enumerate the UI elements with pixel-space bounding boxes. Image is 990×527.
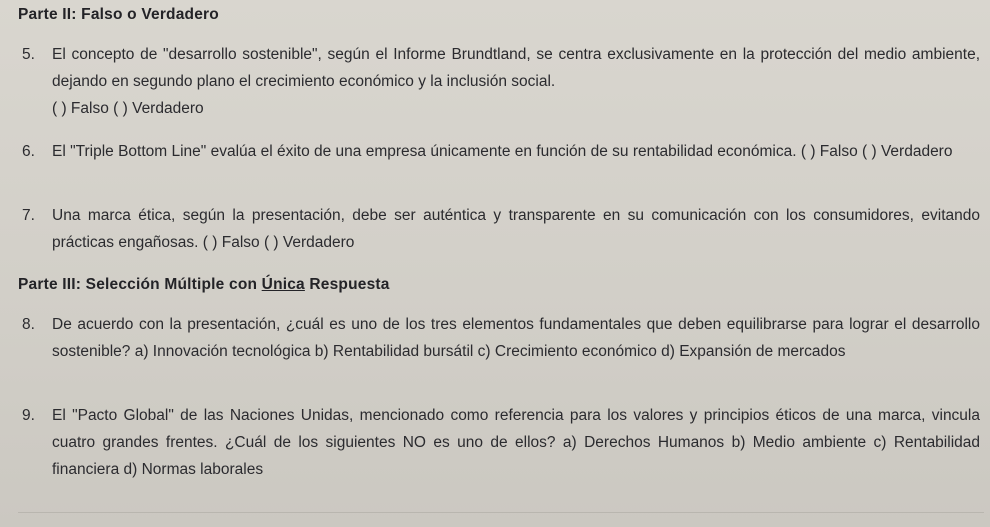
part3-heading-end: Respuesta [304,276,390,293]
question-text: El "Triple Bottom Line" evalúa el éxito de una empresa únicamente en función de su rentabilidad económica. [52,143,797,160]
question-number: 8. [22,316,35,333]
true-false-options: ( ) Falso ( ) Verdadero [52,100,204,117]
part3-heading [18,276,390,294]
question-number: 5. [22,46,35,63]
question-number: 6. [22,143,35,160]
part2-heading: Parte II: Falso o Verdadero [18,6,219,23]
question-9 [22,402,980,483]
true-false-options: ( ) Falso ( ) Verdadero [800,143,953,160]
question-text: El "Pacto Global" de las Naciones Unidas, mencionado como referencia para los valores y principios éticos de una marca, vincula cuatro grandes frentes. ¿Cuál de los siguientes NO es uno de ellos? a) Derechos Humanos b) Medio ambiente c) Rentabilidad financiera d) Normas laborales [52,407,980,478]
question-6 [22,138,980,165]
question-number: 7. [22,207,35,224]
part3-heading-start: Parte III: Selección Múltiple con [18,276,262,293]
question-number: 9. [22,407,35,424]
bottom-divider [18,512,984,513]
question-5 [22,41,980,122]
question-8 [22,311,980,365]
question-7 [22,202,980,256]
question-text: Una marca ética, según la presentación, debe ser auténtica y transparente en su comunicación con los consumidores, evitando prácticas engañosas. [52,207,980,251]
part3-heading-underlined: Única [261,276,305,293]
question-text: De acuerdo con la presentación, ¿cuál es uno de los tres elementos fundamentales que deben equilibrarse para lograr el desarrollo sostenible? a) Innovación tecnológica b) Rentabilidad bursátil c) Crecimiento económico d) Expansión de mercados [52,316,980,360]
question-text: El concepto de "desarrollo sostenible", según el Informe Brundtland, se centra exclusivamente en la protección del medio ambiente, dejando en segundo plano el crecimiento económico y la inclusión social. [52,46,980,90]
true-false-options: ( ) Falso ( ) Verdadero [202,234,355,251]
